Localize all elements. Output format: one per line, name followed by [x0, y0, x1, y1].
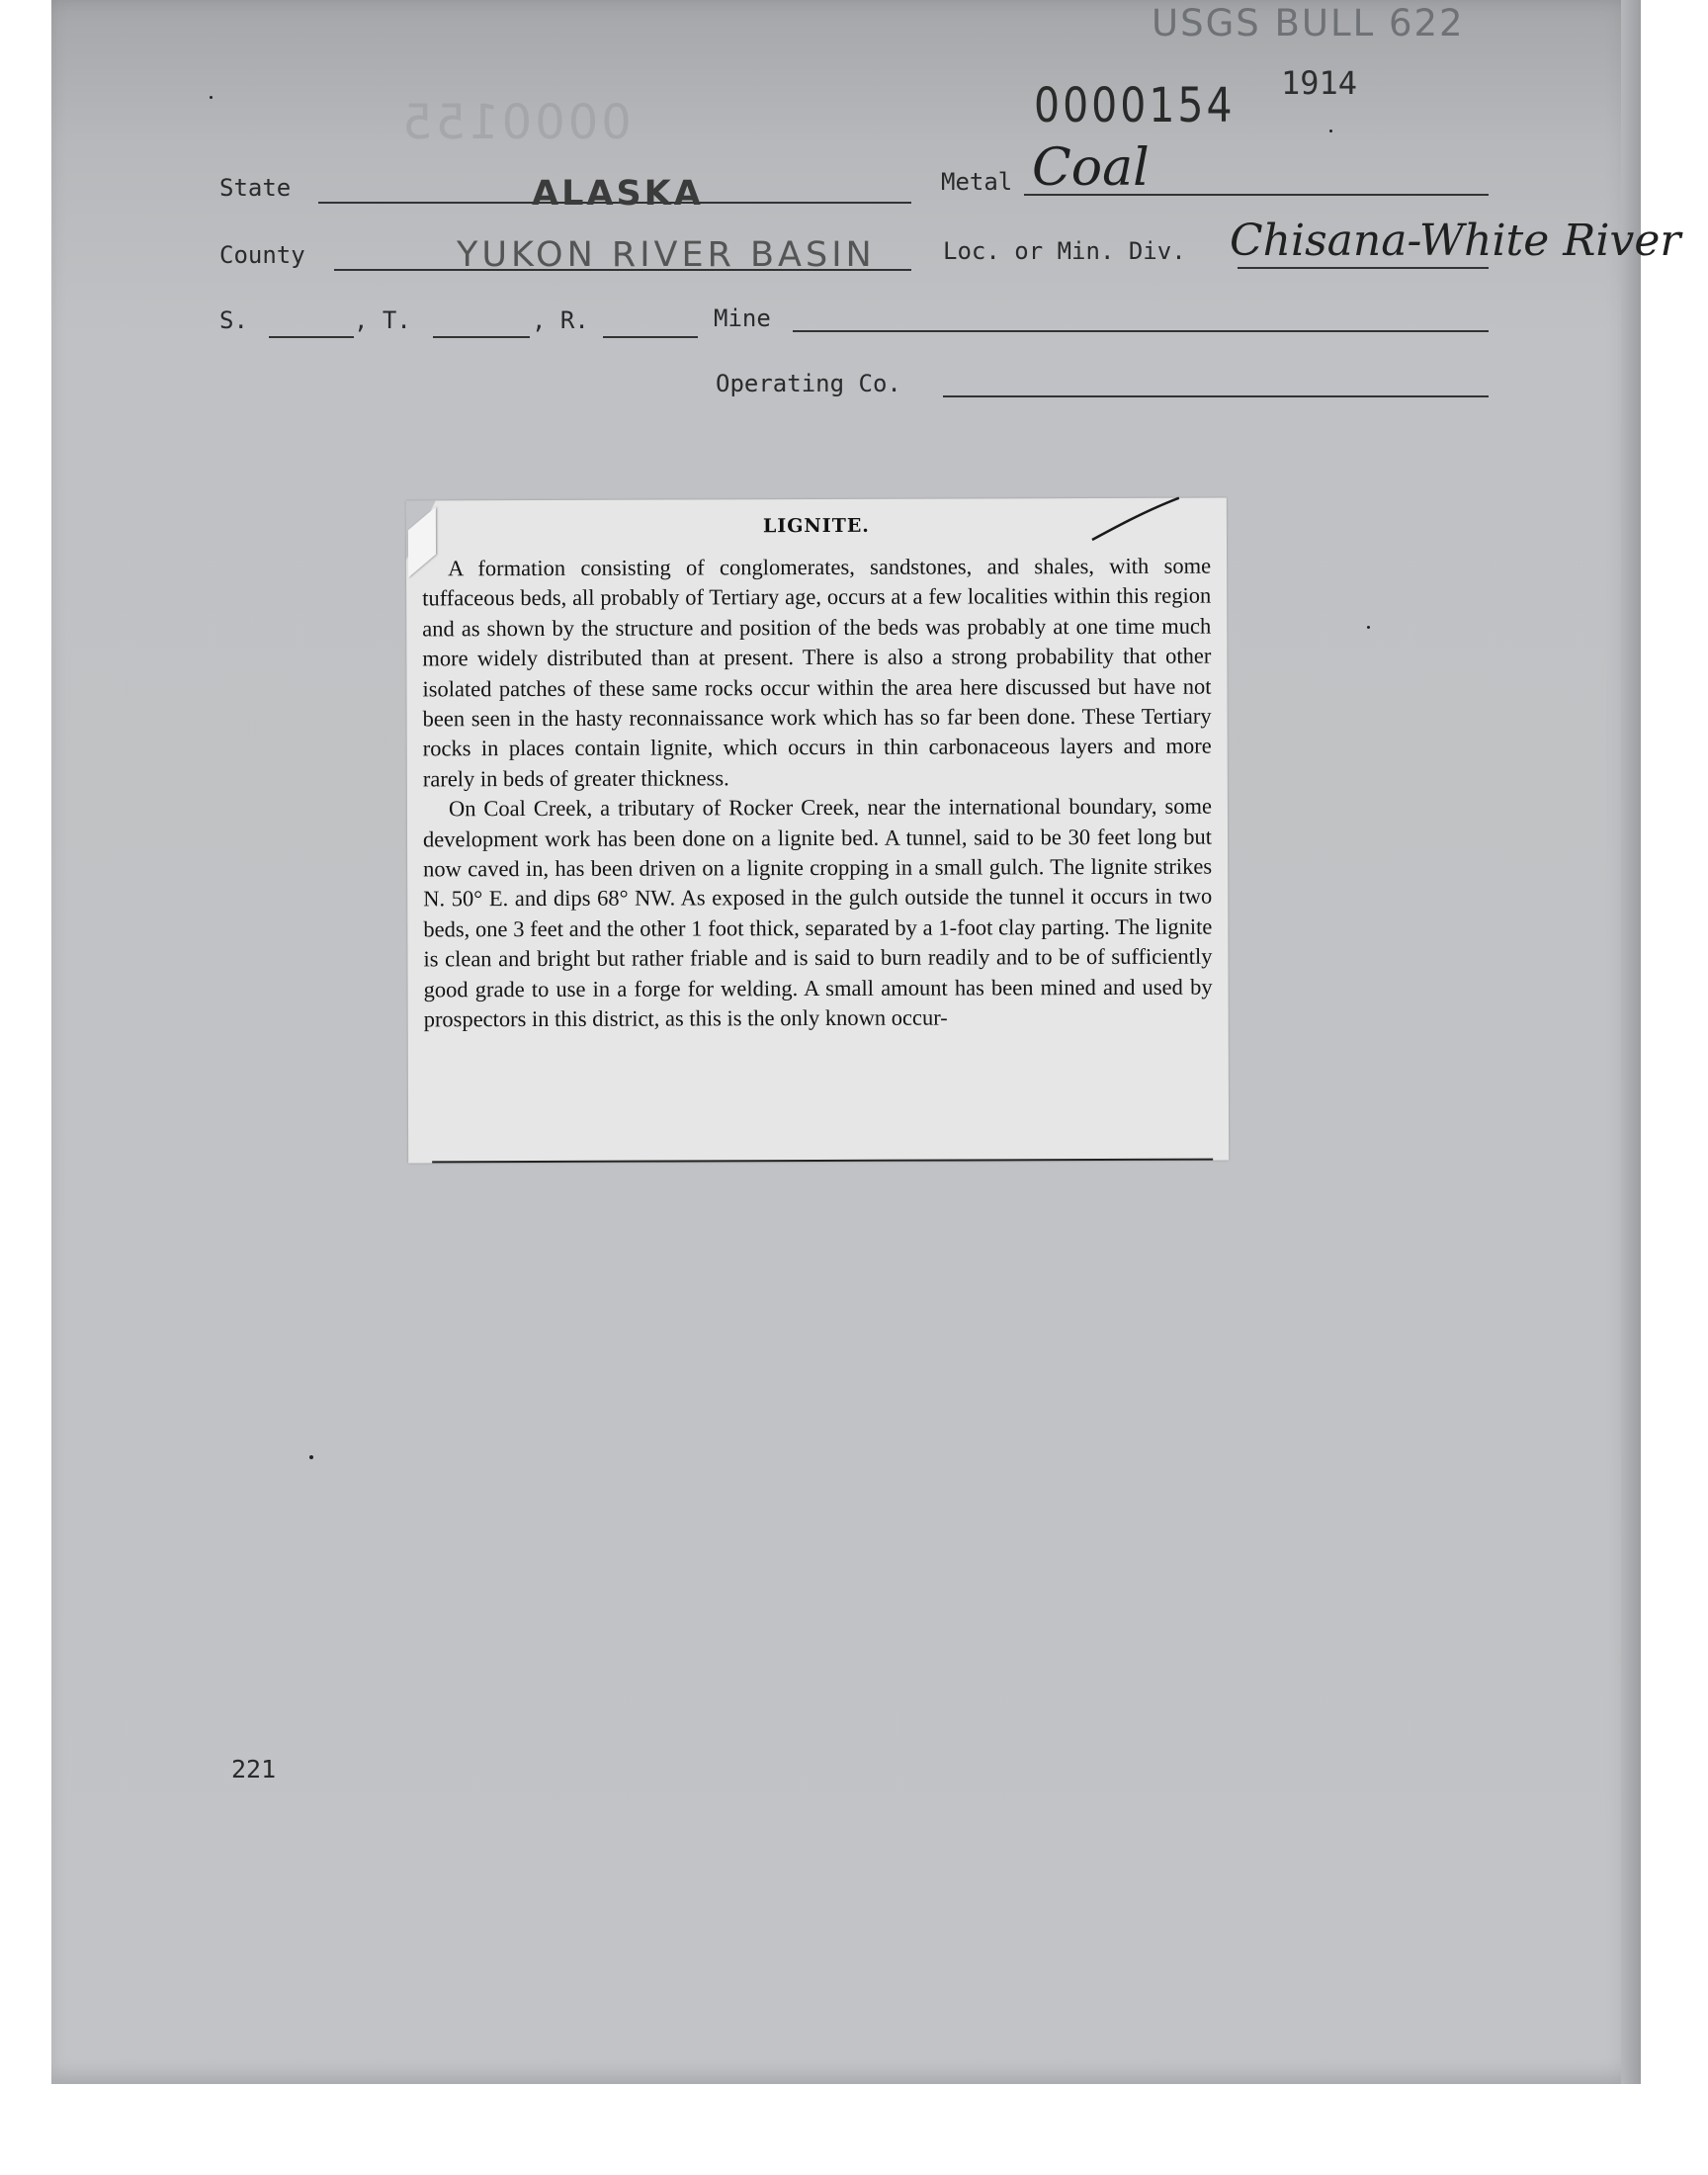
loc-value-handwritten: Chisana-White River: [1230, 216, 1681, 266]
county-value: YUKON RIVER BASIN: [457, 235, 876, 275]
section-label: S.: [219, 306, 248, 334]
loc-label: Loc. or Min. Div.: [943, 237, 1186, 265]
metal-value-handwritten: Coal: [1032, 138, 1150, 198]
bulletin-stamp: USGS BULL 622: [1152, 2, 1465, 44]
mine-line: [793, 330, 1489, 332]
mine-label: Mine: [714, 304, 771, 332]
clipping-body: [422, 552, 1213, 1035]
clipping-title: LIGNITE.: [762, 514, 870, 538]
scan-speck: [309, 1455, 313, 1459]
state-value: ALASKA: [532, 174, 704, 214]
county-label: County: [219, 241, 305, 269]
ghost-number-bleedthrough: 0000155: [399, 95, 632, 150]
state-label: State: [219, 174, 292, 202]
page-edge-shadow: [1621, 0, 1641, 2084]
operating-co-label: Operating Co.: [716, 370, 901, 397]
loc-line: [1238, 267, 1489, 269]
scan-speck: [210, 96, 213, 99]
section-line: [269, 336, 354, 338]
page-number: 221: [231, 1755, 277, 1784]
clipping-paragraph: On Coal Creek, a tributary of Rocker Creek, near the international boundary, some development work has been done on a lignite bed. A tunnel, said to be 30 feet long but now caved in, has been driven on a lignite cropping in a small gulch. The lignite strikes N. 50° E. and dips 68° NW. As exposed in the gulch outside the tunnel it occurs in two beds, one 3 feet and the other 1 foot thick, separated by a 1-foot clay parting. The lignite is clean and bright but rather friable and is said to burn readily and to be of sufficiently good grade to use in a forge for welding. A small amount has been mined and used by prospectors in this district, as this is the only known occur-: [422, 793, 1213, 1032]
range-label: , R.: [532, 306, 589, 334]
scan-speck: [1367, 626, 1370, 629]
operating-co-line: [943, 395, 1489, 397]
township-label: , T.: [354, 306, 411, 334]
metal-label: Metal: [941, 168, 1013, 196]
document-number: 0000154: [1034, 77, 1236, 133]
range-line: [603, 336, 698, 338]
scan-speck: [1329, 130, 1332, 132]
clipping-paragraph: A formation consisting of conglomerates, sandstones, and shales, with some tuffaceous beds, all probably of Tertiary age, occurs at a few localities within this region and as shown by the structure and position of the beds was probably at one time much more widely distributed than at present. There is also a strong probability that other isolated patches of these same rocks occur within the area here discussed but have not been seen in the hasty reconnaissance work which has so far been done. These Tertiary rocks in places contain lignite, which occurs in thin carbonaceous layers and more rarely in beds of greater thickness.: [422, 553, 1212, 792]
year-stamp: 1914: [1281, 64, 1358, 102]
township-line: [433, 336, 530, 338]
pasted-clipping: [406, 498, 1229, 1164]
